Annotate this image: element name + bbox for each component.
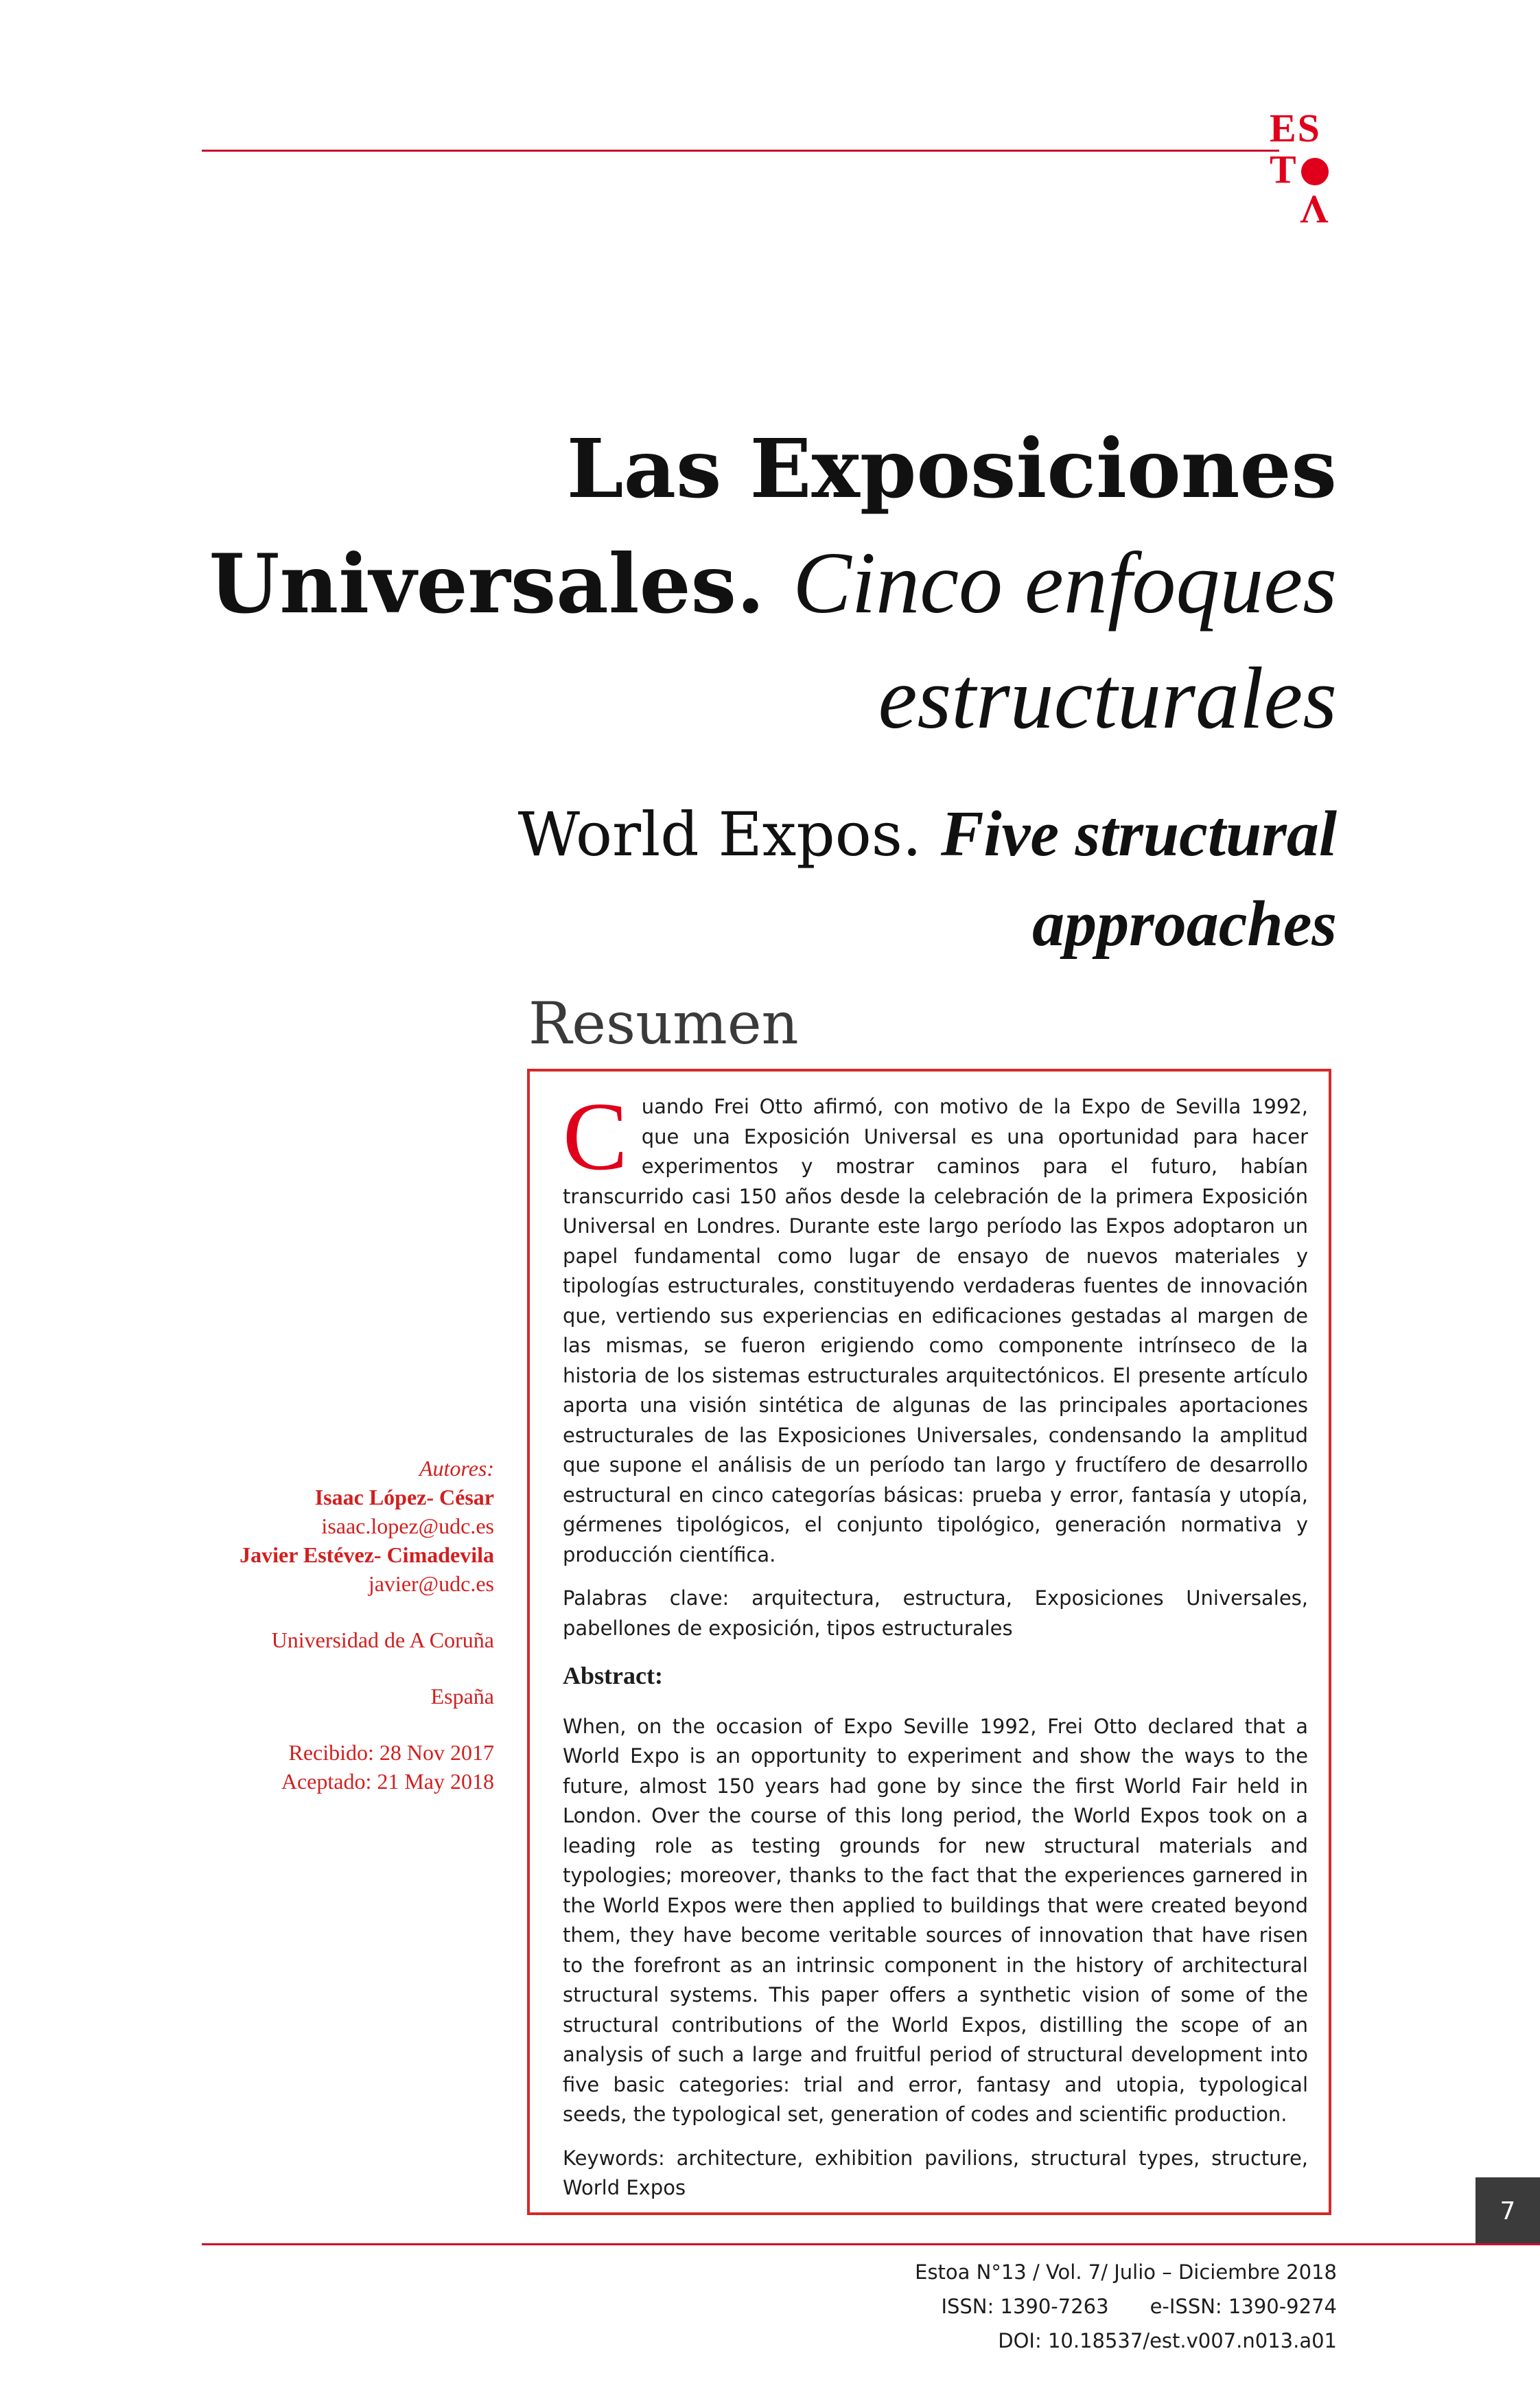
author-country: España xyxy=(430,1684,494,1709)
abstract-keywords xyxy=(563,2144,1308,2203)
authors-label: Autores: xyxy=(419,1456,494,1481)
logo-line-3: V xyxy=(1300,187,1329,232)
subtitle-line-1-italic: Five structural xyxy=(940,798,1337,870)
logo-line-1: ES xyxy=(1270,106,1321,150)
page-number: 7 xyxy=(1500,2197,1516,2225)
author-1-name: Isaac López- César xyxy=(314,1485,494,1509)
author-2-name: Javier Estévez- Cimadevila xyxy=(240,1542,494,1567)
resumen-keywords-text: arquitectura, estructura, Exposiciones Universales, pabellones de exposición, tipos estructurales xyxy=(563,1586,1309,1640)
header-rule xyxy=(202,150,1279,152)
abstract-box xyxy=(527,1069,1331,2215)
resumen-heading: Resumen xyxy=(528,990,799,1057)
author-info xyxy=(178,1454,494,1796)
article-subtitle xyxy=(307,789,1337,969)
author-university: Universidad de A Coruña xyxy=(271,1628,494,1652)
estoa-logo xyxy=(1270,108,1345,232)
abstract-keywords-label: Keywords: xyxy=(563,2146,665,2170)
author-2-email[interactable]: javier@udc.es xyxy=(368,1571,494,1596)
logo-line-2: T xyxy=(1270,147,1296,192)
logo-dot-icon xyxy=(1301,158,1329,185)
footer-eissn: e-ISSN: 1390-9274 xyxy=(1150,2295,1337,2318)
footer-rule xyxy=(202,2243,1540,2245)
drop-cap: C xyxy=(563,1082,628,1190)
subtitle-line-2: approaches xyxy=(1032,888,1337,960)
title-line-3: estructurales xyxy=(878,649,1337,747)
abstract-text: When, on the occasion of Expo Seville 1992, Frei Otto declared that a World Expo is an opportunity to experiment and show the ways to the future, almost 150 years had gone by since the first World Fair held in London. Over the course of this long period, the World Expos took on a leading role as testing grounds for new structural materials and typologies; moreover, thanks to the fact that the experiences garnered in the World Expos were then applied to buildings that were created beyond them, they have become veritable sources of innovation that have risen to the forefront as an intrinsic component in the history of architectural structural systems. This paper offers a synthetic vision of some of the structural contributions of the World Expos, distilling the scope of an analysis of such a large and fruitful period of structural development into five basic categories: trial and error, fantasy and utopia, typological seeds, the typological set, generation of codes and scientific production. xyxy=(563,1714,1308,2126)
resumen-paragraph xyxy=(563,1082,1308,1570)
footer-journal: Estoa N°13 / Vol. 7/ Julio – Diciembre 2018 xyxy=(915,2260,1337,2284)
title-line-1: Las Exposiciones xyxy=(566,421,1337,516)
resumen-keywords xyxy=(563,1584,1308,1643)
resumen-keywords-label: Palabras clave: xyxy=(563,1586,730,1610)
footer-doi[interactable]: DOI: 10.18537/est.v007.n013.a01 xyxy=(998,2329,1337,2352)
page-number-tab xyxy=(1475,2177,1540,2245)
accepted-date: Aceptado: 21 May 2018 xyxy=(281,1769,494,1794)
footer-issn-line xyxy=(513,2289,1337,2324)
subtitle-line-1 xyxy=(307,789,1337,879)
page-footer xyxy=(513,2255,1337,2358)
footer-issn: ISSN: 1390-7263 xyxy=(941,2295,1109,2318)
received-date: Recibido: 28 Nov 2017 xyxy=(288,1740,494,1765)
resumen-text: uando Frei Otto afirmó, con motivo de la Expo de Sevilla 1992, que una Exposición Universal es una oportunidad para hacer experimentos y mostrar caminos para el futuro, habían transcurrido casi 150 años desde la celebración de la primera Exposición Universal en Londres. Durante este largo período las Expos adoptaron un papel fundamental como lugar de ensayo de nuevos materiales y tipologías estructurales, constituyendo verdaderas fuentes de innovación que, vertiendo sus experiencias en edificaciones gestadas al margen de las mismas, se fueron erigiendo como componente intrínseco de la historia de los sistemas estructurales arquitectónicos. El presente artículo aporta una visión sintética de algunas de las principales aportaciones estructurales de las Exposiciones Universales, condensando la amplitud que supone el análisis de un período tan largo y fructífero de desarrollo estructural en cinco categorías básicas: prueba y error, fantasía y utopía, gérmenes tipológicos, el conjunto tipológico, generación normativa y producción científica. xyxy=(563,1095,1308,1566)
abstract-box-content xyxy=(563,1082,1309,2203)
title-line-2 xyxy=(170,526,1337,641)
abstract-keywords-text: architecture, exhibition pavilions, structural types, structure, World Expos xyxy=(563,2146,1309,2199)
title-line-2-italic: Cinco enfoques xyxy=(793,534,1337,632)
article-title xyxy=(170,412,1337,755)
abstract-heading: Abstract: xyxy=(563,1662,663,1689)
author-1-email[interactable]: isaac.lopez@udc.es xyxy=(321,1514,494,1538)
subtitle-line-1-roman: World Expos. xyxy=(517,799,922,870)
title-line-2-roman: Universales. xyxy=(209,536,765,632)
